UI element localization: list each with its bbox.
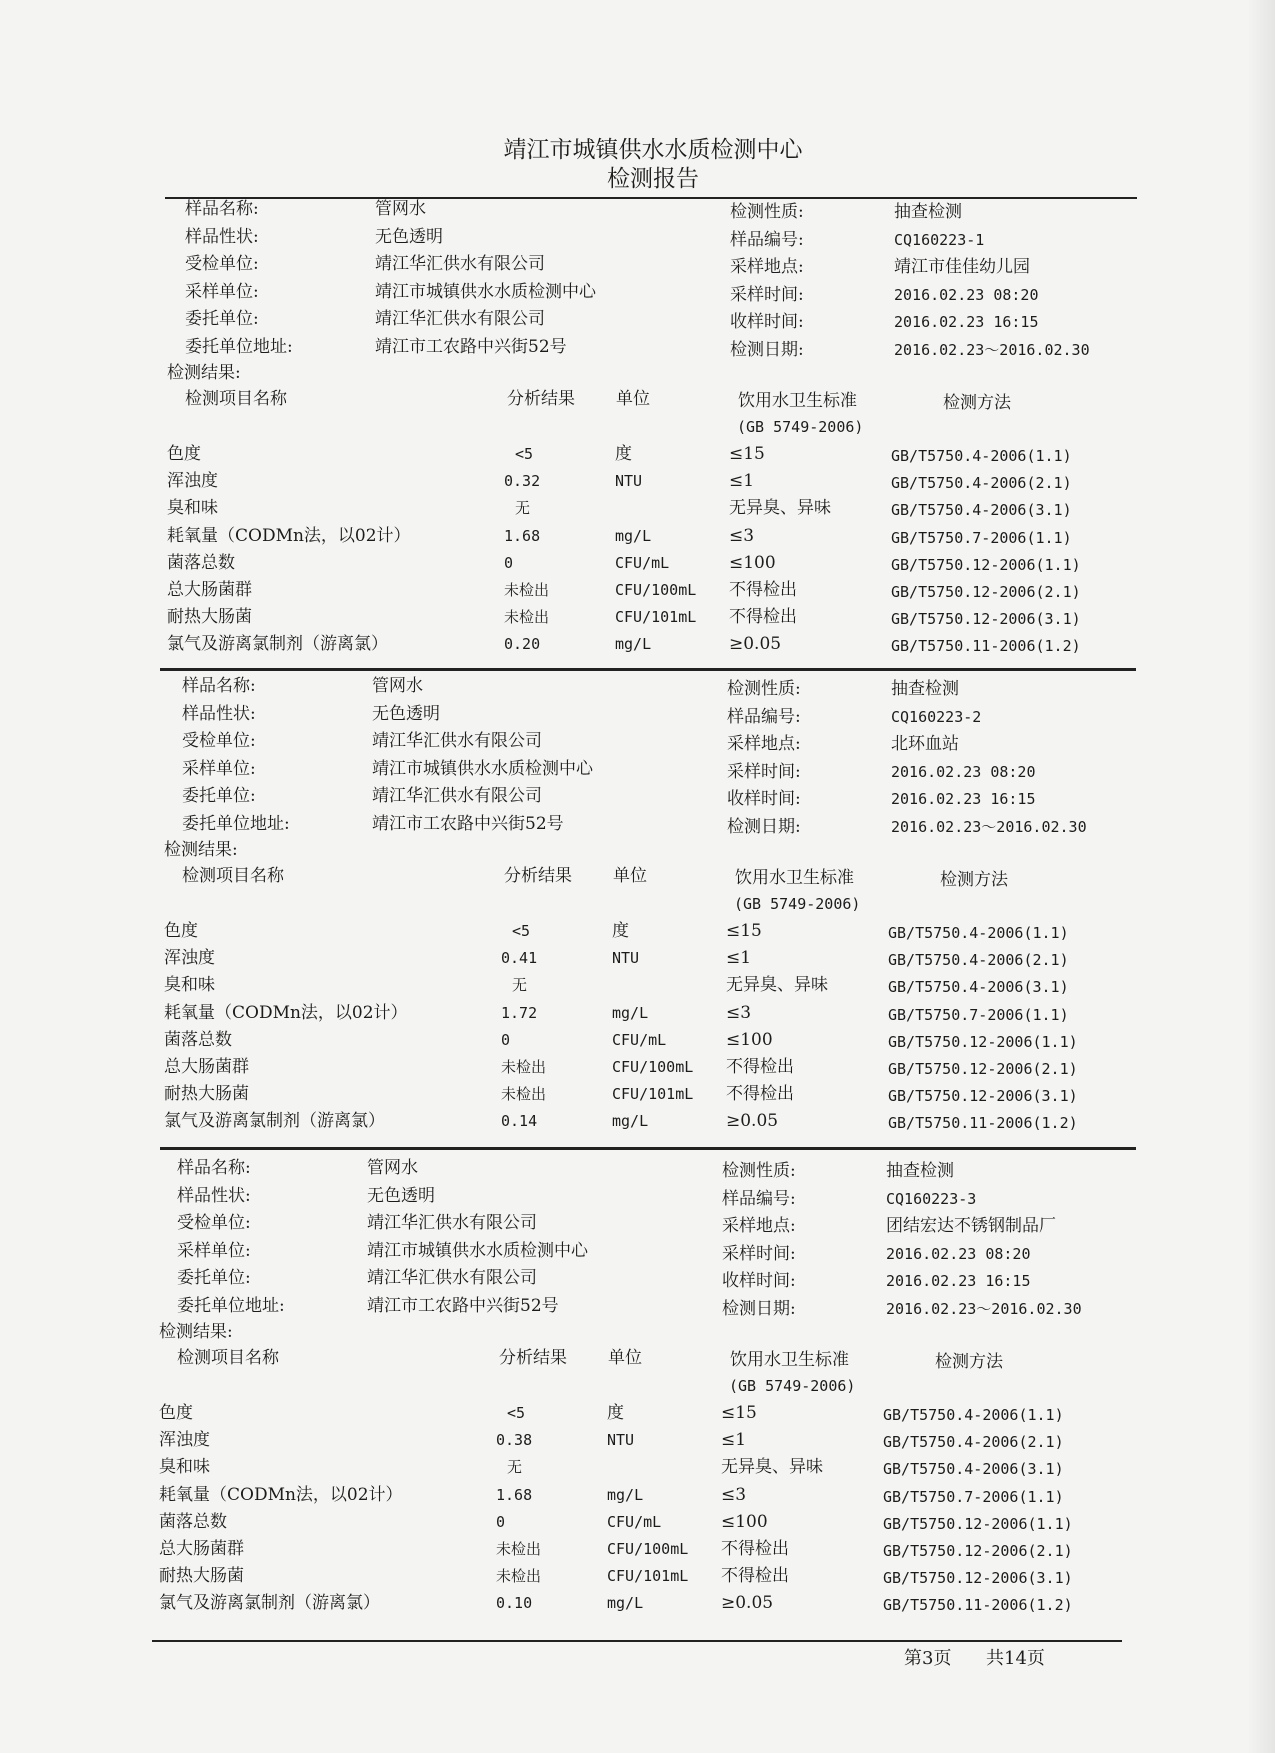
field-value-sampling_site: 靖江市佳佳幼儿园 bbox=[894, 257, 1030, 278]
row-standard: 不得检出 bbox=[726, 1057, 794, 1077]
field-value-sample_name: 管网水 bbox=[372, 676, 423, 696]
row-item: 菌落总数 bbox=[164, 1029, 232, 1050]
col-item-header: 检测项目名称 bbox=[182, 866, 284, 886]
row-method: GB/T5750.7-2006(1.1) bbox=[891, 528, 1072, 547]
row-method: GB/T5750.4-2006(1.1) bbox=[883, 1406, 1064, 1424]
field-label-sampling_site: 采样地点: bbox=[730, 257, 804, 278]
row-standard: ≥0.05 bbox=[726, 1111, 779, 1132]
field-value-test_nature: 抽查检测 bbox=[891, 679, 959, 699]
row-unit: mg/L bbox=[612, 1003, 649, 1022]
field-label-client_unit: 委托单位: bbox=[177, 1268, 251, 1289]
field-label-client_address: 委托单位地址: bbox=[182, 814, 290, 834]
row-method: GB/T5750.12-2006(1.1) bbox=[891, 555, 1081, 574]
field-label-client_unit: 委托单位: bbox=[182, 786, 256, 807]
field-label-receive_time: 收样时间: bbox=[727, 789, 801, 810]
row-item: 氯气及游离氯制剂（游离氯） bbox=[167, 634, 388, 655]
row-result: 0.14 bbox=[501, 1112, 538, 1131]
field-value-client_address: 靖江市工农路中兴街52号 bbox=[367, 1296, 559, 1316]
row-method: GB/T5750.4-2006(1.1) bbox=[891, 447, 1072, 465]
row-item: 浑浊度 bbox=[167, 471, 218, 492]
field-label-test_nature: 检测性质: bbox=[727, 679, 801, 699]
col-result-header: 分析结果 bbox=[504, 866, 572, 886]
row-method: GB/T5750.12-2006(3.1) bbox=[883, 1569, 1073, 1588]
row-method: GB/T5750.12-2006(3.1) bbox=[888, 1087, 1078, 1106]
row-unit: CFU/101mL bbox=[607, 1567, 689, 1586]
col-standard-code: (GB 5749-2006) bbox=[729, 1377, 856, 1395]
field-label-test_date: 检测日期: bbox=[730, 340, 804, 360]
field-value-client_unit: 靖江华汇供水有限公司 bbox=[372, 786, 542, 807]
row-method: GB/T5750.4-2006(3.1) bbox=[888, 978, 1069, 997]
row-item: 臭和味 bbox=[164, 975, 215, 996]
row-method: GB/T5750.4-2006(2.1) bbox=[883, 1433, 1064, 1452]
field-value-sample_no: CQ160223-2 bbox=[891, 707, 982, 726]
field-label-sampling_unit: 采样单位: bbox=[185, 281, 259, 302]
row-result: <5 bbox=[512, 922, 531, 940]
field-label-sampling_unit: 采样单位: bbox=[182, 758, 256, 779]
row-standard: ≤3 bbox=[726, 1002, 752, 1023]
row-unit: CFU/mL bbox=[607, 1512, 662, 1531]
bottom-rule bbox=[152, 1640, 1122, 1642]
field-label-test_nature: 检测性质: bbox=[730, 202, 804, 222]
field-label-client_unit: 委托单位: bbox=[185, 309, 259, 330]
top-rule bbox=[165, 197, 1137, 199]
field-value-client_address: 靖江市工农路中兴街52号 bbox=[372, 814, 564, 834]
results-heading: 检测结果: bbox=[167, 363, 241, 383]
field-value-test_nature: 抽查检测 bbox=[894, 202, 962, 222]
field-value-sampling_time: 2016.02.23 08:20 bbox=[891, 762, 1036, 781]
row-unit: mg/L bbox=[615, 635, 652, 654]
field-label-receive_time: 收样时间: bbox=[730, 312, 804, 333]
field-label-test_date: 检测日期: bbox=[722, 1299, 796, 1319]
section-divider bbox=[160, 1147, 1136, 1150]
row-result: <5 bbox=[515, 445, 534, 463]
row-item: 臭和味 bbox=[159, 1457, 210, 1478]
row-item: 耗氧量（CODMn法，以02计） bbox=[159, 1484, 403, 1505]
field-label-test_date: 检测日期: bbox=[727, 817, 801, 837]
report-title: 检测报告 bbox=[607, 166, 699, 192]
row-method: GB/T5750.12-2006(2.1) bbox=[888, 1060, 1078, 1078]
field-value-inspected_unit: 靖江华汇供水有限公司 bbox=[372, 731, 542, 752]
row-standard: ≤3 bbox=[721, 1484, 747, 1505]
row-result: 0.10 bbox=[496, 1594, 533, 1613]
col-result-header: 分析结果 bbox=[507, 389, 575, 409]
section-divider bbox=[160, 668, 1136, 671]
row-result: 1.72 bbox=[501, 1003, 538, 1022]
field-value-sampling_unit: 靖江市城镇供水水质检测中心 bbox=[375, 281, 596, 302]
row-item: 菌落总数 bbox=[159, 1511, 227, 1532]
row-method: GB/T5750.4-2006(3.1) bbox=[883, 1460, 1064, 1479]
field-value-inspected_unit: 靖江华汇供水有限公司 bbox=[367, 1213, 537, 1234]
row-item: 色度 bbox=[164, 921, 198, 941]
field-value-test_nature: 抽查检测 bbox=[886, 1161, 954, 1181]
row-method: GB/T5750.7-2006(1.1) bbox=[888, 1005, 1069, 1024]
row-method: GB/T5750.11-2006(1.2) bbox=[888, 1114, 1078, 1133]
field-value-sampling_unit: 靖江市城镇供水水质检测中心 bbox=[367, 1240, 588, 1261]
row-method: GB/T5750.11-2006(1.2) bbox=[891, 637, 1081, 656]
row-result: 未检出 bbox=[501, 1058, 547, 1076]
row-standard: ≤1 bbox=[726, 948, 752, 969]
field-label-sample_appearance: 样品性状: bbox=[185, 226, 259, 247]
col-result-header: 分析结果 bbox=[499, 1348, 567, 1368]
row-unit: mg/L bbox=[612, 1112, 649, 1131]
col-standard-header: 饮用水卫生标准 bbox=[730, 1350, 849, 1370]
row-method: GB/T5750.12-2006(3.1) bbox=[891, 610, 1081, 629]
row-result: 0 bbox=[501, 1030, 511, 1049]
row-standard: 不得检出 bbox=[721, 1566, 789, 1587]
results-heading: 检测结果: bbox=[164, 840, 238, 860]
col-standard-header: 饮用水卫生标准 bbox=[735, 868, 854, 888]
col-method-header: 检测方法 bbox=[943, 393, 1011, 413]
row-method: GB/T5750.12-2006(1.1) bbox=[888, 1032, 1078, 1051]
field-label-inspected_unit: 受检单位: bbox=[185, 254, 259, 275]
row-item: 浑浊度 bbox=[159, 1430, 210, 1451]
row-standard: ≤15 bbox=[726, 921, 762, 941]
row-result: 1.68 bbox=[496, 1485, 533, 1504]
row-result: 1.68 bbox=[504, 526, 541, 545]
field-label-sample_name: 样品名称: bbox=[185, 199, 259, 219]
row-method: GB/T5750.12-2006(2.1) bbox=[891, 583, 1081, 601]
row-method: GB/T5750.4-2006(3.1) bbox=[891, 501, 1072, 520]
page-total: 共14页 bbox=[986, 1648, 1045, 1669]
row-item: 氯气及游离氯制剂（游离氯） bbox=[159, 1593, 380, 1614]
col-item-header: 检测项目名称 bbox=[177, 1348, 279, 1368]
row-standard: ≤1 bbox=[721, 1430, 747, 1451]
field-value-sampling_time: 2016.02.23 08:20 bbox=[886, 1244, 1031, 1263]
row-method: GB/T5750.12-2006(1.1) bbox=[883, 1514, 1073, 1533]
row-unit: CFU/mL bbox=[615, 553, 670, 572]
row-standard: ≥0.05 bbox=[729, 634, 782, 655]
row-unit: mg/L bbox=[607, 1594, 644, 1613]
row-item: 耐热大肠菌 bbox=[164, 1084, 249, 1105]
row-item: 耗氧量（CODMn法，以02计） bbox=[164, 1002, 408, 1023]
col-unit-header: 单位 bbox=[616, 389, 650, 409]
field-label-receive_time: 收样时间: bbox=[722, 1271, 796, 1292]
row-result: 无 bbox=[507, 1458, 523, 1477]
row-standard: 无异臭、异味 bbox=[721, 1457, 823, 1478]
row-standard: ≤15 bbox=[729, 444, 765, 464]
row-unit: CFU/100mL bbox=[612, 1058, 694, 1076]
field-value-test_date: 2016.02.23～2016.02.30 bbox=[891, 818, 1087, 836]
field-value-client_unit: 靖江华汇供水有限公司 bbox=[375, 309, 545, 330]
field-value-receive_time: 2016.02.23 16:15 bbox=[891, 790, 1036, 809]
field-value-test_date: 2016.02.23～2016.02.30 bbox=[894, 341, 1090, 359]
field-value-sampling_site: 团结宏达不锈钢制品厂 bbox=[886, 1216, 1056, 1237]
row-result: 未检出 bbox=[496, 1540, 542, 1558]
field-label-sampling_time: 采样时间: bbox=[722, 1243, 796, 1264]
row-standard: ≥0.05 bbox=[721, 1593, 774, 1614]
row-item: 色度 bbox=[159, 1403, 193, 1423]
row-standard: ≤100 bbox=[721, 1511, 768, 1532]
row-result: 未检出 bbox=[496, 1567, 542, 1586]
row-result: 0 bbox=[504, 553, 514, 572]
row-item: 臭和味 bbox=[167, 498, 218, 519]
field-value-sample_appearance: 无色透明 bbox=[372, 703, 440, 724]
row-result: <5 bbox=[507, 1404, 526, 1422]
field-value-sample_name: 管网水 bbox=[367, 1158, 418, 1178]
row-unit: CFU/101mL bbox=[612, 1085, 694, 1104]
field-value-sample_no: CQ160223-1 bbox=[894, 230, 985, 249]
col-standard-header: 饮用水卫生标准 bbox=[738, 391, 857, 411]
field-label-sampling_unit: 采样单位: bbox=[177, 1240, 251, 1261]
row-item: 耐热大肠菌 bbox=[159, 1566, 244, 1587]
row-method: GB/T5750.12-2006(2.1) bbox=[883, 1542, 1073, 1560]
row-standard: 无异臭、异味 bbox=[726, 975, 828, 996]
row-unit: 度 bbox=[607, 1403, 624, 1423]
row-unit: NTU bbox=[615, 472, 643, 491]
field-value-client_address: 靖江市工农路中兴街52号 bbox=[375, 337, 567, 357]
field-value-sampling_site: 北环血站 bbox=[891, 734, 959, 755]
field-label-sample_no: 样品编号: bbox=[730, 229, 804, 250]
field-value-sample_name: 管网水 bbox=[375, 199, 426, 219]
row-method: GB/T5750.4-2006(2.1) bbox=[891, 474, 1072, 493]
field-label-client_address: 委托单位地址: bbox=[185, 337, 293, 357]
row-result: 0.38 bbox=[496, 1431, 533, 1450]
col-standard-code: (GB 5749-2006) bbox=[737, 418, 864, 436]
field-value-sampling_unit: 靖江市城镇供水水质检测中心 bbox=[372, 758, 593, 779]
row-item: 总大肠菌群 bbox=[159, 1539, 244, 1559]
field-value-inspected_unit: 靖江华汇供水有限公司 bbox=[375, 254, 545, 275]
row-standard: ≤100 bbox=[729, 552, 776, 573]
field-label-sample_no: 样品编号: bbox=[727, 706, 801, 727]
field-value-sample_appearance: 无色透明 bbox=[367, 1185, 435, 1206]
row-unit: mg/L bbox=[607, 1485, 644, 1504]
field-label-sampling_site: 采样地点: bbox=[727, 734, 801, 755]
row-standard: ≤15 bbox=[721, 1403, 757, 1423]
row-standard: ≤1 bbox=[729, 471, 755, 492]
row-method: GB/T5750.4-2006(1.1) bbox=[888, 924, 1069, 942]
field-label-sampling_time: 采样时间: bbox=[730, 284, 804, 305]
row-standard: 不得检出 bbox=[726, 1084, 794, 1105]
field-label-sample_appearance: 样品性状: bbox=[177, 1185, 251, 1206]
field-label-sample_name: 样品名称: bbox=[177, 1158, 251, 1178]
field-label-inspected_unit: 受检单位: bbox=[177, 1213, 251, 1234]
row-item: 总大肠菌群 bbox=[167, 580, 252, 600]
row-result: 0.20 bbox=[504, 635, 541, 654]
row-unit: NTU bbox=[607, 1431, 635, 1450]
row-method: GB/T5750.11-2006(1.2) bbox=[883, 1596, 1073, 1615]
scan-edge bbox=[1247, 0, 1275, 1753]
row-item: 耐热大肠菌 bbox=[167, 607, 252, 628]
row-item: 耗氧量（CODMn法，以02计） bbox=[167, 525, 411, 546]
row-result: 未检出 bbox=[501, 1085, 547, 1104]
field-label-client_address: 委托单位地址: bbox=[177, 1296, 285, 1316]
row-result: 0.41 bbox=[501, 949, 538, 968]
field-label-sampling_site: 采样地点: bbox=[722, 1216, 796, 1237]
row-standard: ≤100 bbox=[726, 1029, 773, 1050]
row-result: 未检出 bbox=[504, 581, 550, 599]
row-result: 无 bbox=[512, 976, 528, 995]
row-unit: NTU bbox=[612, 949, 640, 968]
field-label-sampling_time: 采样时间: bbox=[727, 761, 801, 782]
row-standard: 无异臭、异味 bbox=[729, 498, 831, 519]
col-unit-header: 单位 bbox=[608, 1348, 642, 1368]
row-method: GB/T5750.4-2006(2.1) bbox=[888, 951, 1069, 970]
field-value-client_unit: 靖江华汇供水有限公司 bbox=[367, 1268, 537, 1289]
field-value-receive_time: 2016.02.23 16:15 bbox=[894, 313, 1039, 332]
row-unit: 度 bbox=[615, 444, 632, 464]
row-result: 0.32 bbox=[504, 472, 541, 491]
page-number: 第3页 bbox=[904, 1648, 952, 1669]
row-item: 色度 bbox=[167, 444, 201, 464]
field-value-sampling_time: 2016.02.23 08:20 bbox=[894, 285, 1039, 304]
field-label-sample_appearance: 样品性状: bbox=[182, 703, 256, 724]
row-standard: 不得检出 bbox=[721, 1539, 789, 1559]
field-label-sample_name: 样品名称: bbox=[182, 676, 256, 696]
row-item: 菌落总数 bbox=[167, 552, 235, 573]
col-item-header: 检测项目名称 bbox=[185, 389, 287, 409]
field-value-test_date: 2016.02.23～2016.02.30 bbox=[886, 1300, 1082, 1318]
row-item: 浑浊度 bbox=[164, 948, 215, 969]
field-label-inspected_unit: 受检单位: bbox=[182, 731, 256, 752]
row-unit: CFU/100mL bbox=[615, 581, 697, 599]
row-standard: 不得检出 bbox=[729, 607, 797, 628]
row-result: 未检出 bbox=[504, 608, 550, 627]
row-unit: CFU/100mL bbox=[607, 1540, 689, 1558]
field-value-sample_no: CQ160223-3 bbox=[886, 1189, 977, 1208]
field-label-sample_no: 样品编号: bbox=[722, 1188, 796, 1209]
col-method-header: 检测方法 bbox=[935, 1352, 1003, 1372]
results-heading: 检测结果: bbox=[159, 1322, 233, 1342]
col-standard-code: (GB 5749-2006) bbox=[734, 895, 861, 913]
row-unit: mg/L bbox=[615, 526, 652, 545]
row-unit: CFU/101mL bbox=[615, 608, 697, 627]
row-unit: CFU/mL bbox=[612, 1030, 667, 1049]
row-item: 氯气及游离氯制剂（游离氯） bbox=[164, 1111, 385, 1132]
field-value-receive_time: 2016.02.23 16:15 bbox=[886, 1272, 1031, 1291]
field-label-test_nature: 检测性质: bbox=[722, 1161, 796, 1181]
row-method: GB/T5750.7-2006(1.1) bbox=[883, 1487, 1064, 1506]
row-item: 总大肠菌群 bbox=[164, 1057, 249, 1077]
row-result: 无 bbox=[515, 499, 531, 518]
row-unit: 度 bbox=[612, 921, 629, 941]
field-value-sample_appearance: 无色透明 bbox=[375, 226, 443, 247]
row-result: 0 bbox=[496, 1512, 506, 1531]
row-standard: ≤3 bbox=[729, 525, 755, 546]
report-org-title: 靖江市城镇供水水质检测中心 bbox=[503, 137, 803, 163]
col-method-header: 检测方法 bbox=[940, 870, 1008, 890]
col-unit-header: 单位 bbox=[613, 866, 647, 886]
row-standard: 不得检出 bbox=[729, 580, 797, 600]
